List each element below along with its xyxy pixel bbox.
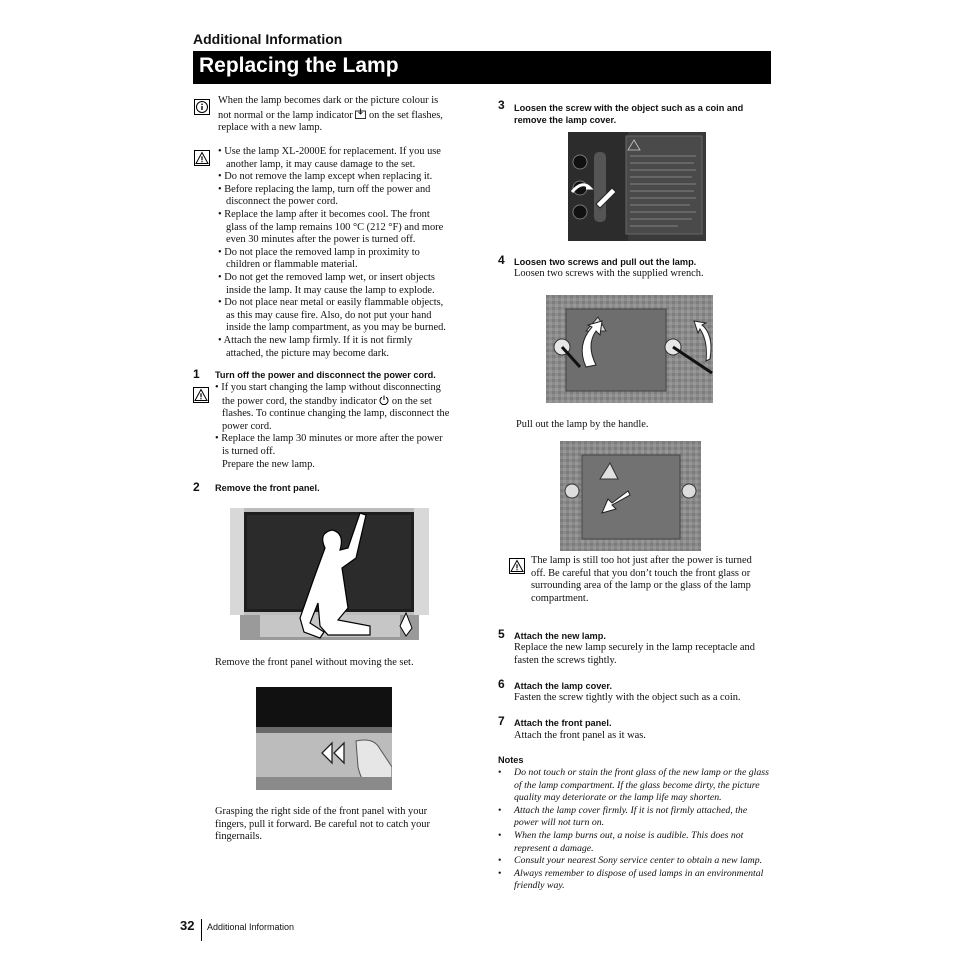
text-line: • Replace the lamp 30 minutes or more after the power [215,433,443,445]
bullet: • [498,829,502,841]
warning-line: The lamp is still too hot just after the power is turned [531,555,752,566]
caution-line: • Attach the new lamp firmly. If it is not firmly [218,334,413,346]
section-heading: Additional Information [193,31,343,47]
note-line [498,767,778,780]
footer-label: Additional Information [207,922,295,932]
note-line [498,805,778,818]
text-fragment: the power cord, the standby indicator [222,395,377,407]
note-text: When the lamp burns out, a noise is audible. This does not [514,829,744,841]
caption-line: fingernails. [215,831,263,843]
caution-line: another lamp, it may cause damage to the set. [226,158,416,170]
notes-heading: Notes [498,755,524,765]
caution-line: • Do not get the removed lamp wet, or insert objects [218,271,435,283]
heading-line: Loosen the screw with the object such as a coin and [514,103,744,113]
note-text: Always remember to dispose of used lamps in an environmental [514,867,764,879]
caution-line: as this may cause fire. Also, do not put your hand [226,309,432,321]
caution-line: inside the lamp compartment, as you may be burned. [226,322,446,334]
warning-icon [193,387,209,403]
note-line [498,792,778,805]
title-bar [193,51,771,84]
step-number: 6 [498,677,505,691]
step-instruction: Loosen two screws with the supplied wrench. [514,268,704,279]
text-line: Prepare the new lamp. [222,458,315,470]
step-heading: Turn off the power and disconnect the power cord. [215,370,436,380]
caption: Pull out the lamp by the handle. [516,419,649,430]
note-text: Attach the lamp cover firmly. If it is not firmly attached, the [514,804,748,816]
caption-line: Grasping the right side of the front panel with your [215,806,428,817]
text-fragment: on the set [391,395,432,407]
note-line [498,817,778,830]
step-number: 1 [193,367,200,381]
lamp-cover-photo [568,132,706,241]
caution-line: • Do not remove the lamp except when replacing it. [218,171,433,183]
warning-icon [194,150,210,166]
step-number: 3 [498,98,505,112]
step-number: 2 [193,480,200,494]
hot-lamp-warning [531,555,776,605]
intro-line: replace with a new lamp. [218,122,323,134]
caution-line: disconnect the power cord. [226,196,338,208]
caption-line: fingers, pull it forward. Be careful not to catch your [215,818,430,830]
note-line [498,880,778,893]
step-instruction [514,642,774,667]
step-heading [514,102,774,127]
loosen-screws-photo [546,295,713,403]
intro-line [218,108,478,123]
instruction-line: Replace the new lamp securely in the lamp receptacle and [514,642,755,653]
note-text: power will not turn on. [514,817,605,829]
note-line [498,868,778,881]
text-line [215,395,470,409]
caution-line: even 30 minutes after the power is turned off. [226,234,416,246]
info-icon [194,99,210,115]
note-text: friendly way. [514,880,565,892]
panel-pull-photo [256,687,392,790]
instruction-line: fasten the screws tightly. [514,654,617,666]
note-text: of the lamp compartment. If the glass become dirty, the picture [514,779,760,791]
note-text: Do not touch or stain the front glass of the new lamp or the glass [514,767,769,778]
text-line: flashes. To continue changing the lamp, disconnect the [222,408,450,420]
warning-line: off. Be careful that you don’t touch the front glass or [531,567,751,579]
bullet: • [498,804,502,816]
bullet: • [498,855,502,867]
bullet: • [498,767,502,778]
note-text: Consult your nearest Sony service center to obtain a new lamp. [514,855,763,867]
bullet: • [498,867,502,879]
intro-line: When the lamp becomes dark or the picture colour is [218,95,439,106]
note-text: represent a damage. [514,842,594,854]
note-line [498,855,778,868]
step-instruction: Fasten the screw tightly with the object such as a coin. [514,692,741,703]
text-line: is turned off. [222,445,276,457]
note-line [498,830,778,843]
intro-text [218,95,478,135]
note-line [498,780,778,793]
caution-line: inside the lamp. It may cause the lamp to explode. [226,284,435,296]
heading-text: Remove the front panel [215,483,318,493]
caution-line: attached, the picture may become dark. [226,347,389,359]
page-number: 32 [180,918,195,933]
step-number: 4 [498,253,505,267]
heading-text: . [317,483,320,493]
intro-fragment: not normal or the lamp indicator [218,109,353,121]
step-heading [215,483,320,493]
page-title: Replacing the Lamp [199,54,399,77]
intro-fragment: on the set flashes, [368,109,443,121]
step-heading: Loosen two screws and pull out the lamp. [514,257,697,267]
step-number: 7 [498,714,505,728]
caution-line: • Before replacing the lamp, turn off the power and [218,183,431,195]
warning-line: surrounding area of the lamp or the glass of the lamp [531,580,751,592]
step-heading: Attach the new lamp. [514,631,606,641]
caution-list [218,146,478,360]
warning-line: compartment. [531,592,589,604]
tv-front-panel-illustration [230,508,429,640]
caution-line: glass of the lamp remains 100 °C (212 °F) and more [226,221,444,233]
step-heading: Attach the front panel. [514,718,612,728]
caution-line: • Replace the lamp after it becomes cool. The front [218,208,430,220]
warning-icon [509,558,525,574]
caption [215,806,475,844]
lamp-indicator-icon [355,108,366,119]
text-line: • If you start changing the lamp without disconnecting [215,382,441,393]
caution-line: • Do not place the removed lamp in proximity to [218,246,420,258]
notes-list [498,767,778,893]
caution-line: • Do not place near metal or easily flammable objects, [218,297,444,309]
pull-lamp-photo [560,441,701,551]
step-number: 5 [498,627,505,641]
power-icon [379,395,389,405]
text-line: power cord. [222,420,272,432]
caution-line: children or flammable material. [226,259,358,271]
note-text: quality may deteriorate or the lamp life may shorten. [514,792,722,804]
caution-line: • Use the lamp XL-2000E for replacement. If you use [218,146,441,157]
heading-line: remove the lamp cover. [514,115,617,126]
step1-text [215,382,470,471]
caption: Remove the front panel without moving the set. [215,657,414,668]
step-instruction: Attach the front panel as it was. [514,730,646,741]
step-heading: Attach the lamp cover. [514,681,613,691]
footer-divider [201,919,202,941]
note-line [498,843,778,856]
